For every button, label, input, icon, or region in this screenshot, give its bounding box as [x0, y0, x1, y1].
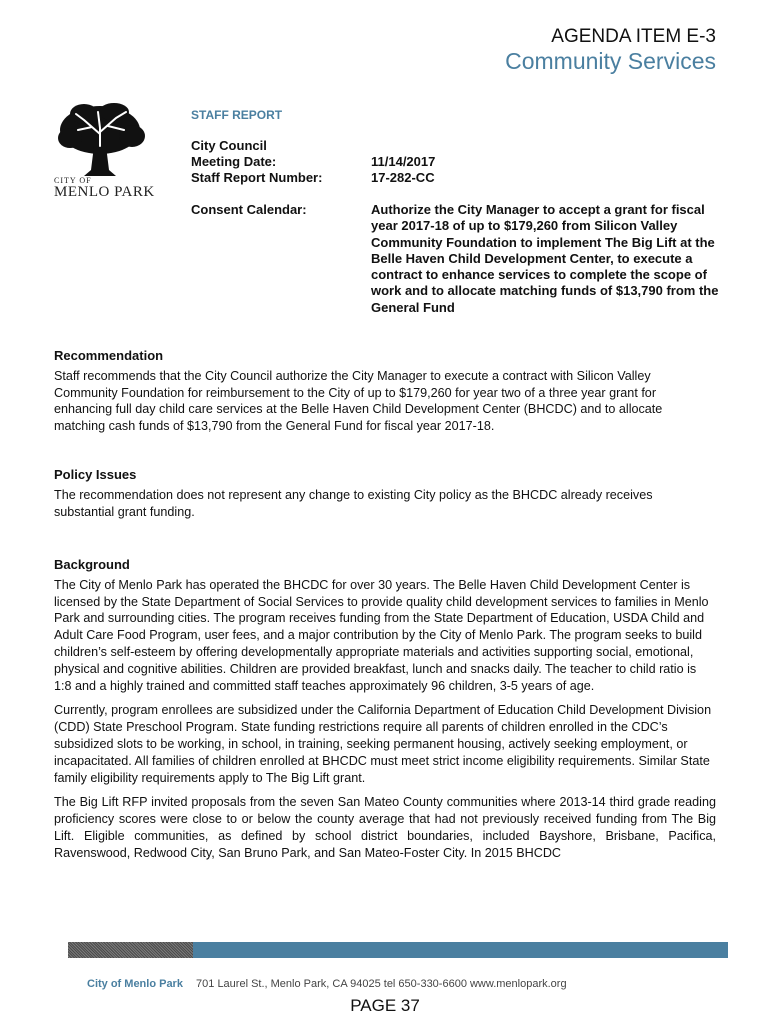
recommendation-text: Staff recommends that the City Council authorize the City Manager to execute a contract with Silicon Valley Community Foundation for reimbursement to the City of up to $179,260 for year two of a three year grant for enhancing full day child care services at the Belle Haven Child Development Center (BHCDC) and to allocate matching cash funds of $13,790 from the General Fund for fiscal year 2017-18. [54, 368, 663, 434]
consent-calendar-text: Authorize the City Manager to accept a grant for fiscal year 2017-18 of up to $179,260 from Silicon Valley Community Foundation to implement The Big Lift at the Belle Haven Child Development Center, to execute a contract to enhance services to complete the scope of work and to allocate matching funds of $13,790 from the General Fund [371, 202, 719, 315]
recommendation-heading: Recommendation [54, 348, 164, 363]
footer-address: 701 Laurel St., Menlo Park, CA 94025 tel 650-330-6600 www.menlopark.org [196, 978, 567, 990]
logo-city-name: MENLO PARK [54, 184, 155, 200]
city-logo-tree-icon [54, 102, 150, 180]
footer-bar [193, 942, 728, 958]
report-number-value: 17-282-CC [371, 170, 435, 185]
council-label: City Council [191, 138, 267, 153]
background-paragraph-2: Currently, program enrollees are subsidized under the California Department of Education Child Development Division (CDD) State Preschool Program. State funding restrictions require all parents of children enrolled in the CDC’s subsidized slots to be working, in school, in training, seeking permanent housing, actively seeking employment, or incapacitated. All families of children enrolled at BHCDC must meet strict income eligibility requirements. Similar State family eligibility requirements apply to The Big Lift grant. [54, 703, 712, 785]
footer-contact [87, 978, 567, 990]
policy-section [54, 467, 716, 528]
consent-calendar-label: Consent Calendar: [191, 202, 307, 217]
background-section [54, 557, 716, 870]
staff-report-label: STAFF REPORT [191, 108, 283, 122]
background-heading: Background [54, 557, 130, 572]
background-paragraph-3: The Big Lift RFP invited proposals from the seven San Mateo County communities where 2013-14 third grade reading proficiency scores were close to or below the county average that had not previously received funding from The Big Lift. Eligible communities, as defined by school district boundaries, included Bayshore, Brisbane, Pacifica, Ravenswood, Redwood City, San Bruno Park, and San Mateo-Foster City. In 2015 BHCDC [54, 795, 716, 860]
meeting-date-label: Meeting Date: [191, 154, 277, 169]
recommendation-section [54, 348, 716, 443]
meeting-date-value: 11/14/2017 [371, 154, 436, 169]
agenda-item-label: AGENDA ITEM E-3 [551, 26, 716, 47]
page-number: PAGE 37 [350, 996, 420, 1015]
background-paragraph-1: The City of Menlo Park has operated the BHCDC for over 30 years. The Belle Haven Child Development Center is licensed by the State Department of Social Services to provide quality child development services to families in Menlo Park and surrounding cities. The program receives funding from the State Department of Education, USDA Child and Adult Care Food Program, user fees, and a major contribution by the City of Menlo Park. The program seeks to build children’s self-esteem by offering developmentally appropriate materials and activities supporting social, emotional, physical and cognitive abilities. Children are provided breakfast, lunch and snacks daily. The teacher to child ratio is 1:8 and a highly trained and committed staff teaches approximately 96 children, 3-5 years of age. [54, 577, 709, 693]
policy-heading: Policy Issues [54, 467, 137, 482]
logo-city-of-text: CITY OF [54, 176, 92, 185]
footer-bar-pattern [68, 942, 193, 958]
policy-text: The recommendation does not represent any change to existing City policy as the BHCDC already receives substantial grant funding. [54, 487, 653, 519]
report-number-label: Staff Report Number: [191, 170, 323, 185]
footer-city-name: City of Menlo Park [87, 978, 183, 990]
department-title: Community Services [505, 48, 716, 74]
